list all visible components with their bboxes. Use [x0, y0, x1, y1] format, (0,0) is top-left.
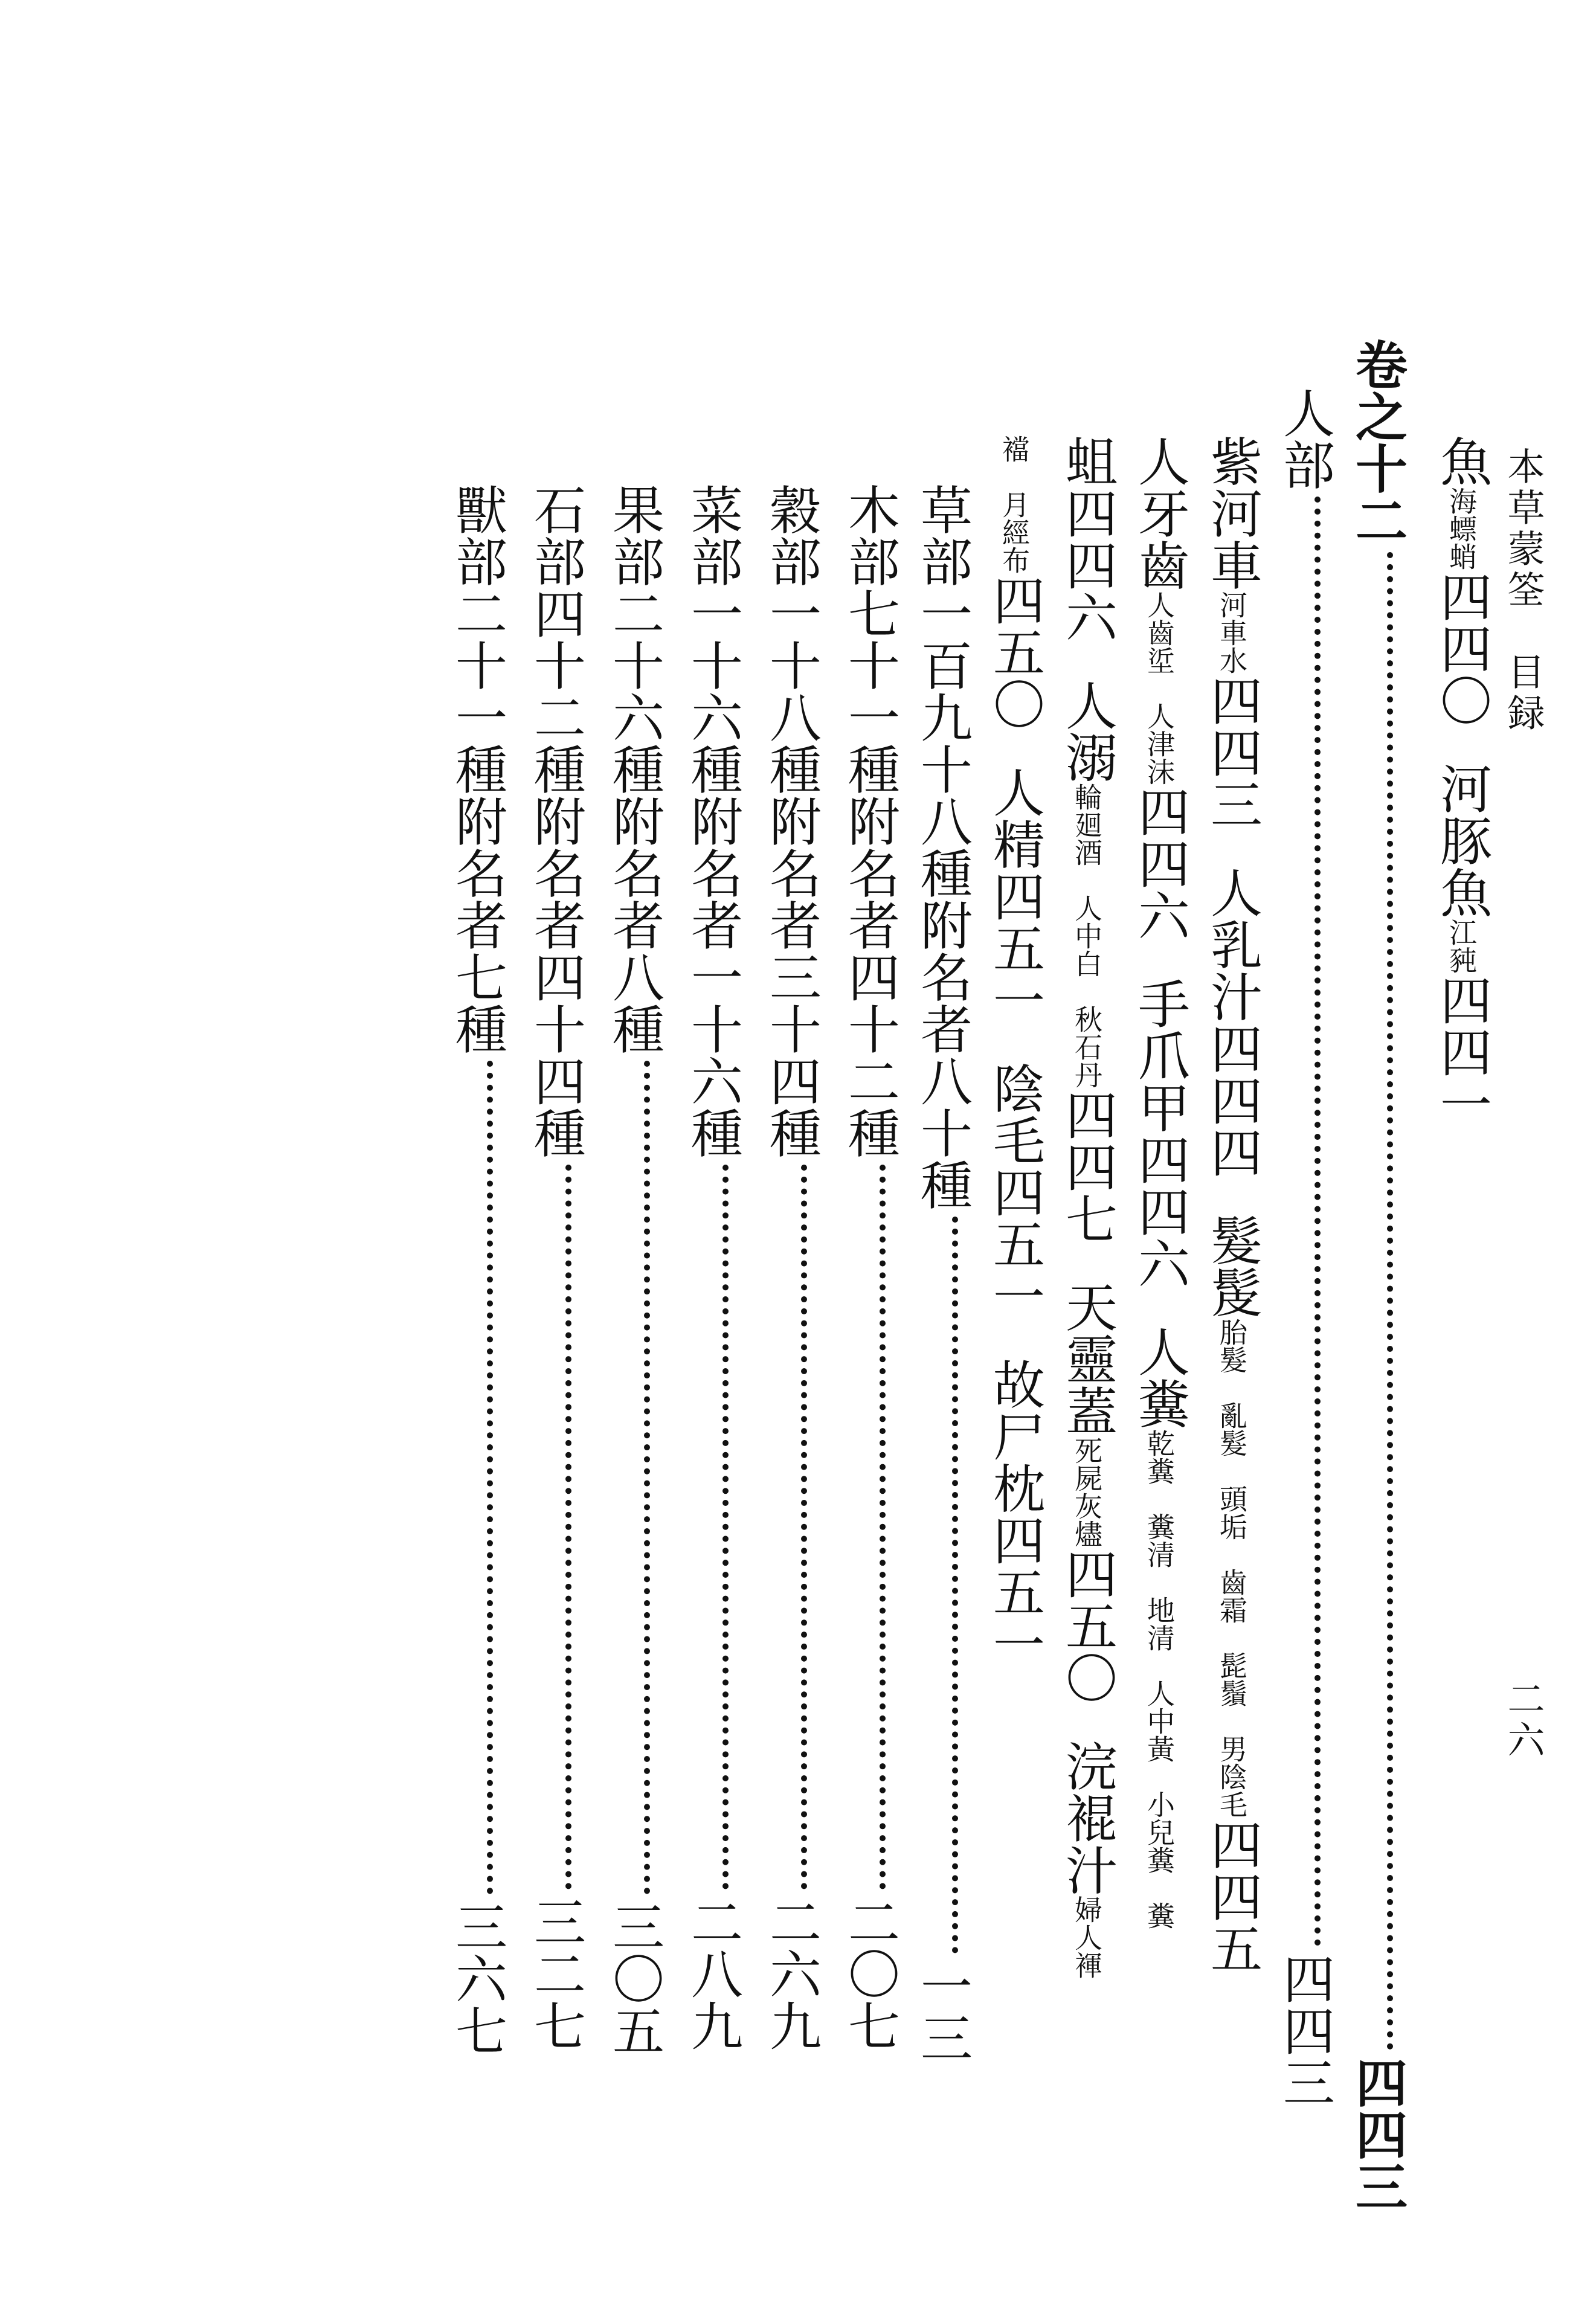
toc-line-caobu [912, 483, 972, 2063]
section-page: 二八九 [682, 1895, 742, 2051]
toc-line-mubu [839, 483, 899, 2051]
section-page: 三六七 [446, 1900, 507, 2056]
entry-name: 紫河車 [1202, 435, 1262, 591]
entry-name: 魚 [1431, 435, 1491, 487]
entry-name-page: 手爪甲四四六 [1129, 977, 1189, 1289]
section-page: 二〇七 [839, 1895, 899, 2051]
dot-leader [1314, 497, 1330, 1946]
entry-page: 四四五 [1202, 1818, 1262, 1974]
toc-line-renbu [1274, 387, 1334, 2108]
entry-note: 海螵蛸 [1445, 487, 1478, 570]
section-page: 四四三 [1347, 2056, 1408, 2212]
dot-leader [801, 1165, 817, 1889]
section-page: 三〇五 [603, 1900, 664, 2056]
entry-name: 人溺 [1057, 679, 1117, 783]
dot-leader [880, 1165, 895, 1889]
entry-note: 輪廻酒 人中白 秋石丹 [1070, 783, 1103, 1088]
dot-leader [1387, 552, 1403, 2050]
toc-line-caibu [682, 483, 742, 2051]
volume-heading: 卷之十二 [1347, 338, 1408, 546]
toc-line-shibu [525, 483, 585, 2051]
section-heading: 石部四十二種附名者四十四種 [525, 483, 585, 1159]
entry-page: 四四七 [1057, 1088, 1117, 1244]
entry-name-page: 人精四五一 [984, 766, 1044, 1026]
entry-note: 人齒垽 人津沫 [1143, 591, 1176, 785]
running-title: 本草蒙筌 目録 [1501, 447, 1545, 735]
toc-line-gubu [761, 483, 821, 2051]
entry-name: 人牙齒 [1129, 435, 1189, 591]
entry-page: 四五〇 [984, 574, 1044, 730]
toc-line-zihe [1202, 435, 1262, 1974]
section-heading: 穀部一十八種附名者三十四種 [761, 483, 821, 1159]
entry-page: 四四三 [1202, 674, 1262, 830]
entry-name: 人糞 [1129, 1325, 1189, 1429]
section-page: 四四三 [1274, 1952, 1334, 2108]
entry-name-page: 故尸枕四五一 [984, 1358, 1044, 1670]
dot-leader [952, 1217, 968, 1953]
section-heading: 人部 [1274, 387, 1334, 490]
entry-name: 浣裩汁 [1057, 1740, 1117, 1895]
section-page: 三二七 [525, 1895, 585, 2051]
section-heading: 菜部一十六種附名者一十六種 [682, 483, 742, 1159]
section-heading: 草部一百九十八種附名者八十種 [912, 483, 972, 1211]
toc-line-renni [1057, 435, 1117, 1979]
toc-line-guobu [603, 483, 664, 2056]
section-page: 一三 [912, 1960, 972, 2063]
entry-note: 婦人褌 [1070, 1895, 1103, 1979]
toc-line-juan [1347, 338, 1408, 2212]
entry-note: 乾糞 糞清 地清 人中黃 小兒糞 糞 [1143, 1429, 1176, 1929]
entry-name: 髮髲 [1202, 1214, 1262, 1318]
section-heading: 獸部二十一種附名者七種 [446, 483, 507, 1055]
section-heading: 果部二十六種附名者八種 [603, 483, 664, 1055]
entry-note: 胎髮 亂髮 頭垢 齒霜 髭鬚 男陰毛 [1215, 1318, 1248, 1818]
entry-name: 河豚魚 [1431, 762, 1491, 918]
entry-name-page: 人乳汁四四四 [1202, 866, 1262, 1178]
entry-name-page: 蛆四四六 [1057, 435, 1117, 643]
toc-line-renjing [984, 435, 1044, 1670]
entry-page: 四四一 [1431, 974, 1491, 1130]
entry-page: 四四六 [1129, 785, 1189, 941]
page-number: 二六 [1501, 1679, 1545, 1761]
section-page: 二六九 [761, 1895, 821, 2051]
dot-leader [644, 1061, 660, 1894]
entry-note: 河車水 [1215, 591, 1248, 674]
dot-leader [565, 1165, 581, 1889]
entry-page: 四四〇 [1431, 570, 1491, 726]
dot-leader [722, 1165, 738, 1889]
entry-note: 死屍灰燼 [1070, 1436, 1103, 1548]
dot-leader [487, 1061, 503, 1894]
entry-name: 天靈蓋 [1057, 1281, 1117, 1436]
toc-line-renya [1129, 435, 1189, 1929]
entry-note: 江豘 [1445, 918, 1478, 974]
toc-line-shoubu [446, 483, 507, 2056]
toc-line-fish [1431, 435, 1491, 1130]
entry-name-page: 陰毛四五一 [984, 1062, 1044, 1322]
entry-note: 襠 月經布 [998, 435, 1031, 574]
entry-page: 四五〇 [1057, 1548, 1117, 1703]
section-heading: 木部七十一種附名者四十二種 [839, 483, 899, 1159]
